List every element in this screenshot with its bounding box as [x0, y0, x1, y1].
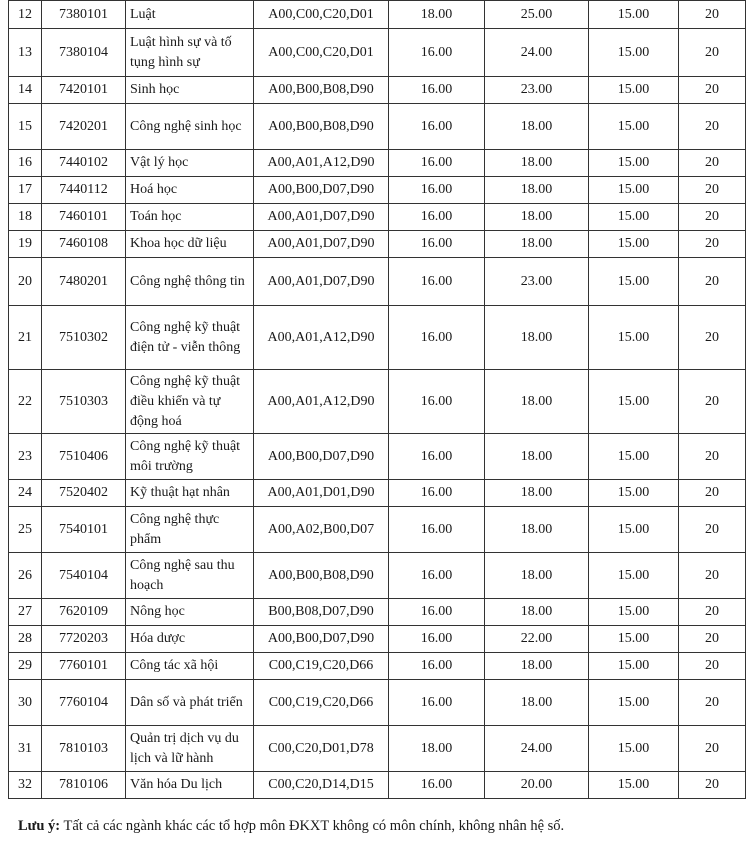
table-row: [9, 772, 746, 799]
score-1-cell: 16.00: [389, 653, 485, 680]
score-3-cell: 15.00: [589, 177, 679, 204]
score-1-cell: 16.00: [389, 507, 485, 553]
major-code-cell: 7380104: [42, 29, 126, 77]
score-3-cell: 15.00: [589, 370, 679, 434]
major-name-cell: Toán học: [126, 204, 254, 231]
major-name-cell: Vật lý học: [126, 150, 254, 177]
table-row: [9, 306, 746, 370]
row-number-cell: 30: [9, 680, 42, 726]
major-code-cell: 7460108: [42, 231, 126, 258]
major-code-cell: 7540101: [42, 507, 126, 553]
major-name-cell: Sinh học: [126, 77, 254, 104]
subject-combinations-cell: A00,A01,A12,D90: [254, 150, 389, 177]
quota-cell: 20: [679, 553, 746, 599]
score-1-cell: 16.00: [389, 680, 485, 726]
major-name-cell: Văn hóa Du lịch: [126, 772, 254, 799]
major-name-cell: Luật hình sự và tố tụng hình sự: [126, 29, 254, 77]
major-code-cell: 7810103: [42, 726, 126, 772]
subject-combinations-cell: A00,A01,D07,D90: [254, 231, 389, 258]
major-name-cell: Công nghệ sau thu hoạch: [126, 553, 254, 599]
quota-cell: 20: [679, 306, 746, 370]
table-row: [9, 726, 746, 772]
major-code-cell: 7460101: [42, 204, 126, 231]
quota-cell: 20: [679, 480, 746, 507]
quota-cell: 20: [679, 434, 746, 480]
subject-combinations-cell: A00,B00,B08,D90: [254, 553, 389, 599]
score-2-cell: 18.00: [485, 507, 589, 553]
score-1-cell: 16.00: [389, 626, 485, 653]
subject-combinations-cell: A00,B00,D07,D90: [254, 177, 389, 204]
major-name-cell: Hoá học: [126, 177, 254, 204]
major-code-cell: 7440102: [42, 150, 126, 177]
subject-combinations-cell: A00,C00,C20,D01: [254, 29, 389, 77]
table-row: [9, 680, 746, 726]
major-code-cell: 7510303: [42, 370, 126, 434]
score-2-cell: 24.00: [485, 29, 589, 77]
score-3-cell: 15.00: [589, 258, 679, 306]
major-name-cell: Công nghệ thực phẩm: [126, 507, 254, 553]
score-3-cell: 15.00: [589, 507, 679, 553]
major-name-cell: Công nghệ kỹ thuật môi trường: [126, 434, 254, 480]
major-name-cell: Hóa dược: [126, 626, 254, 653]
subject-combinations-cell: C00,C19,C20,D66: [254, 653, 389, 680]
row-number-cell: 29: [9, 653, 42, 680]
major-name-cell: Kỹ thuật hạt nhân: [126, 480, 254, 507]
score-3-cell: 15.00: [589, 772, 679, 799]
score-2-cell: 23.00: [485, 258, 589, 306]
subject-combinations-cell: C00,C19,C20,D66: [254, 680, 389, 726]
score-2-cell: 18.00: [485, 653, 589, 680]
major-name-cell: Công nghệ thông tin: [126, 258, 254, 306]
table-row: [9, 370, 746, 434]
major-code-cell: 7420201: [42, 104, 126, 150]
score-1-cell: 16.00: [389, 231, 485, 258]
subject-combinations-cell: A00,B00,D07,D90: [254, 626, 389, 653]
row-number-cell: 15: [9, 104, 42, 150]
row-number-cell: 22: [9, 370, 42, 434]
score-3-cell: 15.00: [589, 204, 679, 231]
quota-cell: 20: [679, 1, 746, 29]
row-number-cell: 18: [9, 204, 42, 231]
major-name-cell: Công nghệ kỹ thuật điều khiển và tự động hoá: [126, 370, 254, 434]
major-code-cell: 7760104: [42, 680, 126, 726]
major-code-cell: 7380101: [42, 1, 126, 29]
score-2-cell: 18.00: [485, 104, 589, 150]
major-name-cell: Khoa học dữ liệu: [126, 231, 254, 258]
score-2-cell: 18.00: [485, 177, 589, 204]
row-number-cell: 31: [9, 726, 42, 772]
table-body: [9, 1, 746, 799]
score-2-cell: 18.00: [485, 306, 589, 370]
quota-cell: 20: [679, 772, 746, 799]
major-code-cell: 7420101: [42, 77, 126, 104]
admissions-table: [8, 0, 746, 799]
subject-combinations-cell: A00,B00,B08,D90: [254, 77, 389, 104]
row-number-cell: 17: [9, 177, 42, 204]
subject-combinations-cell: A00,B00,B08,D90: [254, 104, 389, 150]
score-2-cell: 18.00: [485, 680, 589, 726]
row-number-cell: 32: [9, 772, 42, 799]
quota-cell: 20: [679, 370, 746, 434]
major-code-cell: 7720203: [42, 626, 126, 653]
score-3-cell: 15.00: [589, 726, 679, 772]
score-3-cell: 15.00: [589, 680, 679, 726]
table-row: [9, 231, 746, 258]
score-2-cell: 18.00: [485, 434, 589, 480]
row-number-cell: 12: [9, 1, 42, 29]
score-1-cell: 16.00: [389, 599, 485, 626]
table-row: [9, 77, 746, 104]
major-code-cell: 7520402: [42, 480, 126, 507]
major-name-cell: Công nghệ kỹ thuật điện tử - viễn thông: [126, 306, 254, 370]
table-row: [9, 258, 746, 306]
score-1-cell: 18.00: [389, 1, 485, 29]
table-row: [9, 177, 746, 204]
score-3-cell: 15.00: [589, 150, 679, 177]
score-2-cell: 20.00: [485, 772, 589, 799]
row-number-cell: 27: [9, 599, 42, 626]
table-row: [9, 553, 746, 599]
score-3-cell: 15.00: [589, 29, 679, 77]
score-3-cell: 15.00: [589, 77, 679, 104]
major-name-cell: Luật: [126, 1, 254, 29]
quota-cell: 20: [679, 231, 746, 258]
major-code-cell: 7510406: [42, 434, 126, 480]
score-2-cell: 18.00: [485, 480, 589, 507]
score-2-cell: 18.00: [485, 231, 589, 258]
score-3-cell: 15.00: [589, 653, 679, 680]
quota-cell: 20: [679, 258, 746, 306]
score-1-cell: 16.00: [389, 480, 485, 507]
footnote-text: Tất cả các ngành khác các tổ hợp môn ĐKXT không có môn chính, không nhân hệ số.: [60, 818, 565, 834]
score-2-cell: 18.00: [485, 370, 589, 434]
footnote-label: Lưu ý:: [18, 818, 61, 834]
major-code-cell: 7760101: [42, 653, 126, 680]
score-1-cell: 16.00: [389, 177, 485, 204]
subject-combinations-cell: B00,B08,D07,D90: [254, 599, 389, 626]
footnote: [18, 818, 564, 835]
subject-combinations-cell: C00,C20,D01,D78: [254, 726, 389, 772]
major-name-cell: Công nghệ sinh học: [126, 104, 254, 150]
subject-combinations-cell: A00,C00,C20,D01: [254, 1, 389, 29]
score-3-cell: 15.00: [589, 306, 679, 370]
major-name-cell: Quản trị dịch vụ du lịch và lữ hành: [126, 726, 254, 772]
score-1-cell: 16.00: [389, 772, 485, 799]
table-row: [9, 480, 746, 507]
score-3-cell: 15.00: [589, 626, 679, 653]
quota-cell: 20: [679, 680, 746, 726]
score-1-cell: 16.00: [389, 104, 485, 150]
subject-combinations-cell: A00,A01,D07,D90: [254, 258, 389, 306]
score-3-cell: 15.00: [589, 599, 679, 626]
major-code-cell: 7540104: [42, 553, 126, 599]
major-name-cell: Công tác xã hội: [126, 653, 254, 680]
score-1-cell: 16.00: [389, 150, 485, 177]
subject-combinations-cell: C00,C20,D14,D15: [254, 772, 389, 799]
quota-cell: 20: [679, 150, 746, 177]
row-number-cell: 14: [9, 77, 42, 104]
score-2-cell: 18.00: [485, 599, 589, 626]
table-row: [9, 204, 746, 231]
major-code-cell: 7480201: [42, 258, 126, 306]
major-code-cell: 7510302: [42, 306, 126, 370]
row-number-cell: 16: [9, 150, 42, 177]
table-row: [9, 434, 746, 480]
quota-cell: 20: [679, 726, 746, 772]
table-row: [9, 653, 746, 680]
quota-cell: 20: [679, 626, 746, 653]
row-number-cell: 23: [9, 434, 42, 480]
score-3-cell: 15.00: [589, 231, 679, 258]
major-name-cell: Dân số và phát triển: [126, 680, 254, 726]
subject-combinations-cell: A00,A01,D07,D90: [254, 204, 389, 231]
score-3-cell: 15.00: [589, 480, 679, 507]
score-1-cell: 16.00: [389, 306, 485, 370]
quota-cell: 20: [679, 507, 746, 553]
subject-combinations-cell: A00,A01,A12,D90: [254, 370, 389, 434]
score-2-cell: 18.00: [485, 150, 589, 177]
subject-combinations-cell: A00,A01,D01,D90: [254, 480, 389, 507]
score-1-cell: 18.00: [389, 726, 485, 772]
score-1-cell: 16.00: [389, 204, 485, 231]
score-3-cell: 15.00: [589, 553, 679, 599]
row-number-cell: 20: [9, 258, 42, 306]
table-row: [9, 29, 746, 77]
score-2-cell: 18.00: [485, 204, 589, 231]
score-1-cell: 16.00: [389, 77, 485, 104]
quota-cell: 20: [679, 77, 746, 104]
table-row: [9, 507, 746, 553]
table-row: [9, 1, 746, 29]
major-code-cell: 7810106: [42, 772, 126, 799]
row-number-cell: 19: [9, 231, 42, 258]
score-2-cell: 23.00: [485, 77, 589, 104]
subject-combinations-cell: A00,B00,D07,D90: [254, 434, 389, 480]
major-code-cell: 7440112: [42, 177, 126, 204]
quota-cell: 20: [679, 599, 746, 626]
row-number-cell: 13: [9, 29, 42, 77]
score-2-cell: 18.00: [485, 553, 589, 599]
score-2-cell: 25.00: [485, 1, 589, 29]
score-1-cell: 16.00: [389, 553, 485, 599]
score-1-cell: 16.00: [389, 370, 485, 434]
row-number-cell: 26: [9, 553, 42, 599]
quota-cell: 20: [679, 104, 746, 150]
quota-cell: 20: [679, 177, 746, 204]
table-row: [9, 104, 746, 150]
row-number-cell: 28: [9, 626, 42, 653]
score-2-cell: 22.00: [485, 626, 589, 653]
table-row: [9, 626, 746, 653]
quota-cell: 20: [679, 653, 746, 680]
row-number-cell: 25: [9, 507, 42, 553]
score-1-cell: 16.00: [389, 29, 485, 77]
score-3-cell: 15.00: [589, 104, 679, 150]
major-code-cell: 7620109: [42, 599, 126, 626]
subject-combinations-cell: A00,A01,A12,D90: [254, 306, 389, 370]
quota-cell: 20: [679, 204, 746, 231]
subject-combinations-cell: A00,A02,B00,D07: [254, 507, 389, 553]
score-1-cell: 16.00: [389, 434, 485, 480]
score-2-cell: 24.00: [485, 726, 589, 772]
score-3-cell: 15.00: [589, 434, 679, 480]
row-number-cell: 24: [9, 480, 42, 507]
quota-cell: 20: [679, 29, 746, 77]
row-number-cell: 21: [9, 306, 42, 370]
score-1-cell: 16.00: [389, 258, 485, 306]
major-name-cell: Nông học: [126, 599, 254, 626]
table-row: [9, 599, 746, 626]
score-3-cell: 15.00: [589, 1, 679, 29]
table-row: [9, 150, 746, 177]
